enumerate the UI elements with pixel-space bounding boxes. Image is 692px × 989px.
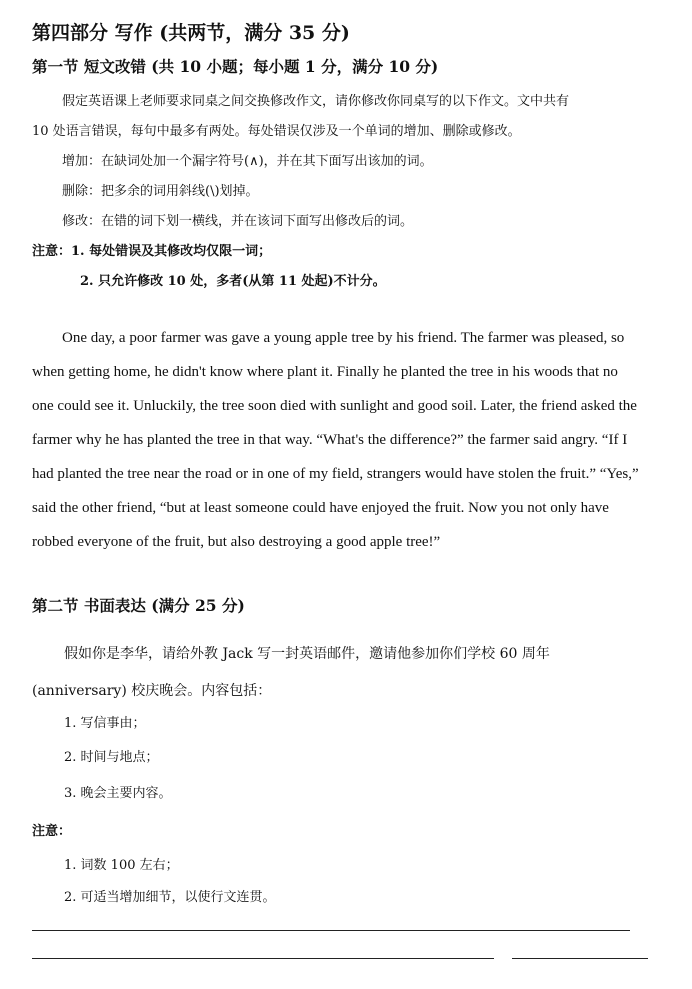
instruction-delete: 删除：把多余的词用斜线(\)划掉。 bbox=[62, 184, 259, 199]
answer-line-2[interactable] bbox=[32, 958, 494, 959]
answer-line-1[interactable] bbox=[32, 930, 630, 931]
instruction-line-2: 10 处语言错误，每句中最多有两处。每处错误仅涉及一个单词的增加、删除或修改。 bbox=[32, 124, 521, 139]
prompt-line-2: (anniversary) 校庆晚会。内容包括： bbox=[32, 683, 272, 699]
instruction-line-1: 假定英语课上老师要求同桌之间交换修改作文，请你修改你同桌写的以下作文。文中共有 bbox=[62, 94, 570, 109]
passage-line-5: had planted the tree near the road or in one of my field, strangers would have stolen the fruit.” “Yes,” bbox=[32, 466, 639, 482]
answer-line-3[interactable] bbox=[512, 958, 648, 959]
passage-line-4: farmer why he has planted the tree in that way. “What's the difference?” the farmer said angry. “If I bbox=[32, 432, 628, 448]
content-item-2: 2. 时间与地点； bbox=[64, 750, 159, 765]
section1-note-1: 注意：1. 每处错误及其修改均仅限一词； bbox=[32, 244, 272, 259]
content-item-1: 1. 写信事由； bbox=[64, 716, 146, 731]
passage-line-7: robbed everyone of the fruit, but also destroying a good apple tree!” bbox=[32, 534, 441, 550]
section2-note-2: 2. 可适当增加细节，以使行文连贯。 bbox=[64, 890, 276, 905]
instruction-add: 增加：在缺词处加一个漏字符号(∧)，并在其下面写出该加的词。 bbox=[62, 154, 433, 169]
section2-note-label: 注意： bbox=[32, 824, 72, 839]
content-item-3: 3. 晚会主要内容。 bbox=[64, 786, 172, 801]
part-title: 第四部分 写作 (共两节，满分 35 分) bbox=[32, 22, 350, 44]
passage-line-1: One day, a poor farmer was gave a young apple tree by his friend. The farmer was pleased, so bbox=[62, 330, 625, 346]
prompt-line-1: 假如你是李华，请给外教 Jack 写一封英语邮件，邀请他参加你们学校 60 周年 bbox=[64, 646, 550, 662]
section2-note-1: 1. 词数 100 左右； bbox=[64, 858, 179, 873]
section2-title: 第二节 书面表达 (满分 25 分) bbox=[32, 596, 245, 615]
passage-line-2: when getting home, he didn't know where plant it. Finally he planted the tree in his woods that no bbox=[32, 364, 618, 380]
passage-line-6: said the other friend, “but at least someone could have enjoyed the fruit. Now you not only have bbox=[32, 500, 609, 516]
section1-title: 第一节 短文改错 (共 10 小题；每小题 1 分，满分 10 分) bbox=[32, 57, 439, 76]
instruction-modify: 修改：在错的词下划一横线，并在该词下面写出修改后的词。 bbox=[62, 214, 414, 229]
passage-line-3: one could see it. Unluckily, the tree soon died with sunlight and good soil. Later, the friend asked the bbox=[32, 398, 637, 414]
section1-note-2: 2. 只允许修改 10 处，多者(从第 11 处起)不计分。 bbox=[80, 274, 386, 289]
